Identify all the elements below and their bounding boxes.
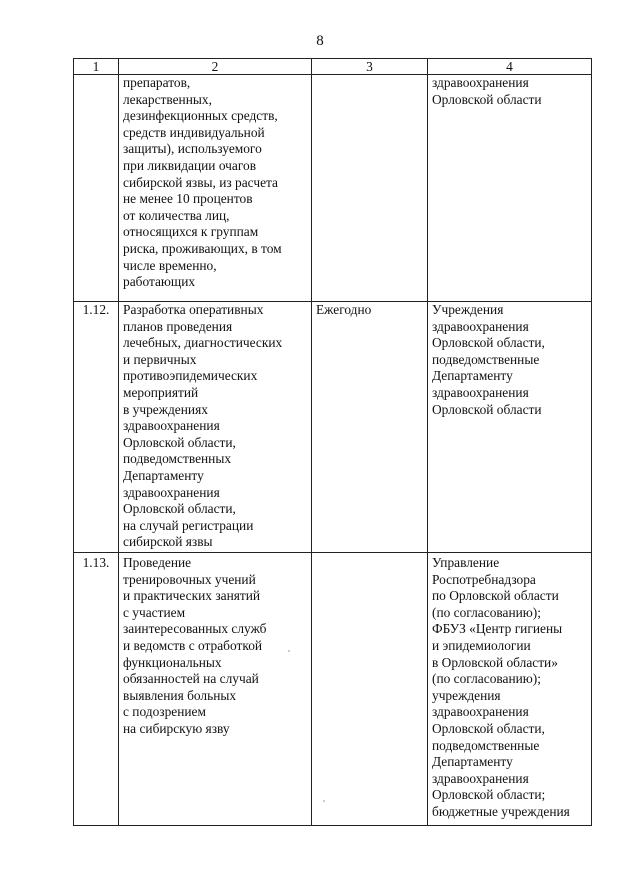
table-row [74,75,592,302]
column-header-responsible: 4 [428,59,592,75]
column-header-period: 3 [312,59,428,75]
scan-speck [288,650,290,652]
column-header-activity: 2 [119,59,312,75]
row-activity: Проведение тренировочных учений и практических занятий с участием заинтересованных служб и ведомств с отработкой функциональных обязанностей на случай выявления больных с подозрением на сибирскую язву [119,553,312,826]
measures-table [73,58,592,826]
page-number: 8 [316,33,324,49]
row-number [74,75,119,302]
row-period: Ежегодно [312,302,428,553]
row-activity: Разработка оперативных планов проведения лечебных, диагностических и первичных противоэпидемических мероприятий в учреждениях здравоохранения Орловской области, подведомственных Департаменту здравоохранения Орловской области, на случай регистрации сибирской язвы [119,302,312,553]
row-number: 1.13. [74,553,119,826]
row-activity: препаратов, лекарственных, дезинфекционных средств, средств индивидуальной защиты), используемого при ликвидации очагов сибирской язвы, из расчета не менее 10 процентов от количества лиц, относящихся к группам риска, проживающих, в том числе временно, работающих [119,75,312,302]
row-responsible: Управление Роспотребнадзора по Орловской области (по согласованию); ФБУЗ «Центр гигиены и эпидемиологии в Орловской области» (по согласованию); учреждения здравоохранения Орловской области, подведомственные Департаменту здравоохранения Орловской области; бюджетные учреждения [428,553,592,826]
table-header-row [74,59,592,75]
row-responsible: здравоохранения Орловской области [428,75,592,302]
column-header-number: 1 [74,59,119,75]
row-period [312,75,428,302]
scan-speck [323,800,325,802]
row-number: 1.12. [74,302,119,553]
table-row [74,553,592,826]
row-responsible: Учреждения здравоохранения Орловской области, подведомственные Департаменту здравоохранения Орловской области [428,302,592,553]
table-row [74,302,592,553]
row-period [312,553,428,826]
